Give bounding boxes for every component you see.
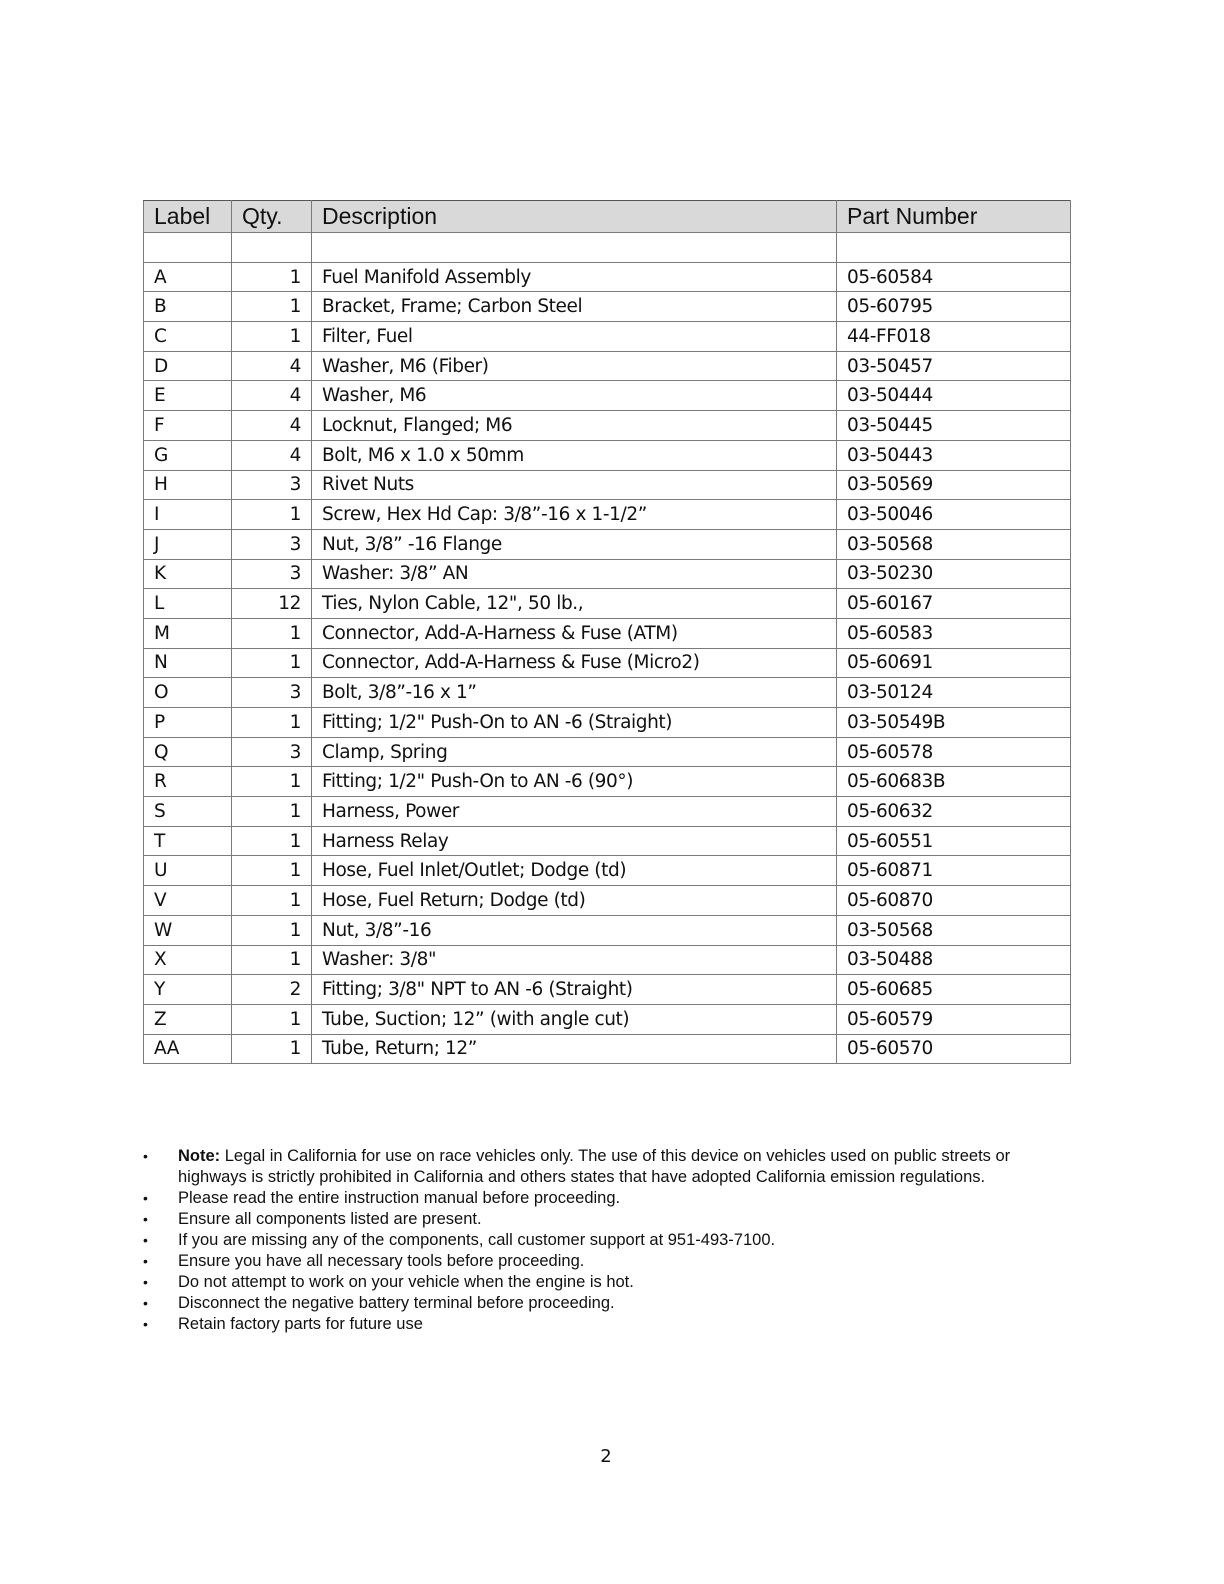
note-item [143, 1314, 1043, 1335]
cell-label: A [144, 262, 232, 292]
bullet-icon: • [143, 1148, 148, 1164]
cell-label: O [144, 678, 232, 708]
table-row [144, 1004, 1071, 1034]
parts-table [143, 200, 1071, 1064]
cell-qty: 1 [232, 500, 312, 530]
cell-qty: 4 [232, 381, 312, 411]
cell-part-number: 03-50568 [837, 915, 1071, 945]
page-number: 2 [600, 1446, 612, 1467]
cell-part-number: 05-60570 [837, 1034, 1071, 1064]
note-item [143, 1146, 1043, 1188]
cell-label: U [144, 856, 232, 886]
cell-label: H [144, 470, 232, 500]
table-row [144, 351, 1071, 381]
header-label: Label [144, 201, 232, 233]
cell-description: Connector, Add-A-Harness & Fuse (Micro2) [312, 648, 837, 678]
cell-part-number: 03-50568 [837, 529, 1071, 559]
cell-description: Fitting; 1/2" Push-On to AN -6 (90°) [312, 767, 837, 797]
cell-description: Harness, Power [312, 797, 837, 827]
cell-qty: 1 [232, 945, 312, 975]
cell-description: Bracket, Frame; Carbon Steel [312, 292, 837, 322]
parts-table-header [144, 201, 1071, 233]
note-text: Do not attempt to work on your vehicle when the engine is hot. [178, 1273, 634, 1291]
note-heading: Note: [178, 1147, 221, 1165]
table-row [144, 292, 1071, 322]
cell-qty: 1 [232, 856, 312, 886]
table-row [144, 975, 1071, 1005]
cell-part-number: 05-60632 [837, 797, 1071, 827]
cell-label: T [144, 826, 232, 856]
cell-label: V [144, 886, 232, 916]
cell-qty: 2 [232, 975, 312, 1005]
table-row [144, 915, 1071, 945]
table-row [144, 826, 1071, 856]
cell-description: Ties, Nylon Cable, 12", 50 lb., [312, 589, 837, 619]
cell-qty: 3 [232, 529, 312, 559]
table-row [144, 737, 1071, 767]
table-row [144, 233, 1071, 263]
cell-qty: 1 [232, 618, 312, 648]
table-row [144, 262, 1071, 292]
note-text: Legal in California for use on race vehicles only. The use of this device on vehicles used on public streets or highways is strictly prohibited in California and others states that have adopted California emission regulations. [178, 1147, 1011, 1186]
cell-qty: 1 [232, 767, 312, 797]
cell-description: Locknut, Flanged; M6 [312, 411, 837, 441]
note-item [143, 1230, 1043, 1251]
cell-part-number: 05-60691 [837, 648, 1071, 678]
cell-description: Tube, Suction; 12” (with angle cut) [312, 1004, 837, 1034]
note-item [143, 1293, 1043, 1314]
cell-description: Filter, Fuel [312, 322, 837, 352]
table-row [144, 381, 1071, 411]
cell-label: S [144, 797, 232, 827]
cell-qty: 3 [232, 678, 312, 708]
bullet-icon: • [143, 1232, 148, 1248]
cell-label: Z [144, 1004, 232, 1034]
cell-label: Y [144, 975, 232, 1005]
cell-description: Bolt, 3/8”-16 x 1” [312, 678, 837, 708]
bullet-icon: • [143, 1316, 148, 1332]
cell-part-number: 05-60683B [837, 767, 1071, 797]
note-item [143, 1209, 1043, 1230]
note-text: Ensure all components listed are present. [178, 1210, 482, 1228]
cell-description: Hose, Fuel Return; Dodge (td) [312, 886, 837, 916]
table-row [144, 648, 1071, 678]
table-row [144, 797, 1071, 827]
cell-part-number: 03-50445 [837, 411, 1071, 441]
note-text: If you are missing any of the components, call customer support at 951-493-7100. [178, 1231, 776, 1249]
header-row [144, 201, 1071, 233]
cell-label: L [144, 589, 232, 619]
table-row [144, 1034, 1071, 1064]
table-row [144, 559, 1071, 589]
cell-description: Screw, Hex Hd Cap: 3/8”-16 x 1-1/2” [312, 500, 837, 530]
cell-qty: 1 [232, 915, 312, 945]
cell-label: C [144, 322, 232, 352]
cell-qty: 1 [232, 826, 312, 856]
cell-label: P [144, 708, 232, 738]
cell-qty: 1 [232, 1004, 312, 1034]
table-row [144, 708, 1071, 738]
cell-qty [232, 233, 312, 263]
cell-part-number: 44-FF018 [837, 322, 1071, 352]
header-qty: Qty. [232, 201, 312, 233]
header-description: Description [312, 201, 837, 233]
note-text: Ensure you have all necessary tools before proceeding. [178, 1252, 585, 1270]
cell-qty: 3 [232, 559, 312, 589]
cell-description: Fitting; 3/8" NPT to AN -6 (Straight) [312, 975, 837, 1005]
note-text: Disconnect the negative battery terminal before proceeding. [178, 1294, 615, 1312]
table-row [144, 529, 1071, 559]
cell-part-number: 05-60795 [837, 292, 1071, 322]
cell-part-number: 03-50443 [837, 440, 1071, 470]
cell-qty: 1 [232, 262, 312, 292]
cell-label: J [144, 529, 232, 559]
cell-description: Washer: 3/8” AN [312, 559, 837, 589]
cell-label [144, 233, 232, 263]
cell-label: B [144, 292, 232, 322]
cell-part-number: 05-60167 [837, 589, 1071, 619]
bullet-icon: • [143, 1190, 148, 1206]
cell-qty: 12 [232, 589, 312, 619]
cell-part-number [837, 233, 1071, 263]
cell-qty: 4 [232, 351, 312, 381]
cell-description: Bolt, M6 x 1.0 x 50mm [312, 440, 837, 470]
note-item [143, 1188, 1043, 1209]
note-text: Please read the entire instruction manual before proceeding. [178, 1189, 621, 1207]
cell-part-number: 05-60584 [837, 262, 1071, 292]
table-row [144, 411, 1071, 441]
table-row [144, 767, 1071, 797]
cell-qty: 1 [232, 292, 312, 322]
cell-description: Washer: 3/8" [312, 945, 837, 975]
cell-label: X [144, 945, 232, 975]
parts-table-body [144, 233, 1071, 1064]
table-row [144, 945, 1071, 975]
cell-part-number: 05-60579 [837, 1004, 1071, 1034]
cell-description [312, 233, 837, 263]
cell-part-number: 03-50046 [837, 500, 1071, 530]
bullet-icon: • [143, 1295, 148, 1311]
cell-part-number: 03-50444 [837, 381, 1071, 411]
cell-part-number: 03-50488 [837, 945, 1071, 975]
table-row [144, 678, 1071, 708]
cell-label: N [144, 648, 232, 678]
table-row [144, 440, 1071, 470]
cell-qty: 1 [232, 1034, 312, 1064]
cell-label: E [144, 381, 232, 411]
bullet-icon: • [143, 1211, 148, 1227]
table-row [144, 856, 1071, 886]
cell-label: W [144, 915, 232, 945]
table-row [144, 589, 1071, 619]
header-part-number: Part Number [837, 201, 1071, 233]
table-row [144, 322, 1071, 352]
cell-description: Fuel Manifold Assembly [312, 262, 837, 292]
cell-label: G [144, 440, 232, 470]
note-item [143, 1251, 1043, 1272]
cell-qty: 1 [232, 886, 312, 916]
cell-label: R [144, 767, 232, 797]
table-row [144, 886, 1071, 916]
cell-part-number: 03-50549B [837, 708, 1071, 738]
cell-part-number: 05-60551 [837, 826, 1071, 856]
cell-qty: 3 [232, 737, 312, 767]
cell-label: D [144, 351, 232, 381]
cell-description: Tube, Return; 12” [312, 1034, 837, 1064]
cell-description: Washer, M6 (Fiber) [312, 351, 837, 381]
cell-part-number: 03-50569 [837, 470, 1071, 500]
cell-description: Nut, 3/8” -16 Flange [312, 529, 837, 559]
cell-qty: 3 [232, 470, 312, 500]
cell-description: Rivet Nuts [312, 470, 837, 500]
cell-description: Connector, Add-A-Harness & Fuse (ATM) [312, 618, 837, 648]
note-text: Retain factory parts for future use [178, 1315, 423, 1333]
cell-part-number: 05-60871 [837, 856, 1071, 886]
cell-label: Q [144, 737, 232, 767]
cell-label: I [144, 500, 232, 530]
cell-description: Hose, Fuel Inlet/Outlet; Dodge (td) [312, 856, 837, 886]
cell-description: Clamp, Spring [312, 737, 837, 767]
cell-description: Harness Relay [312, 826, 837, 856]
cell-label: M [144, 618, 232, 648]
cell-part-number: 05-60583 [837, 618, 1071, 648]
cell-qty: 1 [232, 648, 312, 678]
bullet-icon: • [143, 1274, 148, 1290]
cell-description: Nut, 3/8”-16 [312, 915, 837, 945]
cell-label: AA [144, 1034, 232, 1064]
table-row [144, 618, 1071, 648]
table-row [144, 470, 1071, 500]
notes-list [143, 1146, 1043, 1335]
cell-part-number: 03-50457 [837, 351, 1071, 381]
cell-qty: 4 [232, 411, 312, 441]
cell-qty: 1 [232, 708, 312, 738]
cell-qty: 1 [232, 797, 312, 827]
cell-description: Washer, M6 [312, 381, 837, 411]
cell-label: F [144, 411, 232, 441]
cell-qty: 1 [232, 322, 312, 352]
bullet-icon: • [143, 1253, 148, 1269]
cell-part-number: 03-50124 [837, 678, 1071, 708]
cell-part-number: 03-50230 [837, 559, 1071, 589]
table-row [144, 500, 1071, 530]
cell-label: K [144, 559, 232, 589]
cell-part-number: 05-60578 [837, 737, 1071, 767]
cell-part-number: 05-60685 [837, 975, 1071, 1005]
cell-description: Fitting; 1/2" Push-On to AN -6 (Straight) [312, 708, 837, 738]
note-item [143, 1272, 1043, 1293]
cell-part-number: 05-60870 [837, 886, 1071, 916]
cell-qty: 4 [232, 440, 312, 470]
